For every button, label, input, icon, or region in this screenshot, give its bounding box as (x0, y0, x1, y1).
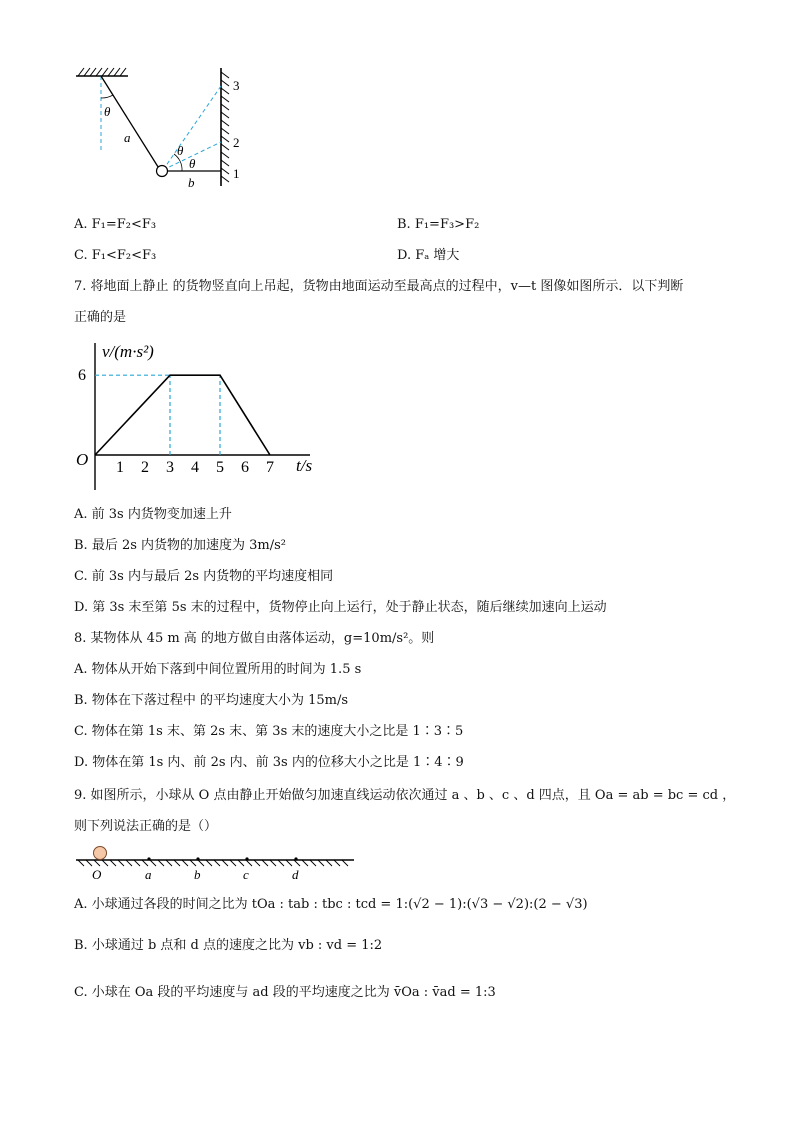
track-label-c: c (243, 867, 249, 882)
x-tick-label-5: 5 (216, 459, 224, 476)
q8-option-b: B. 物体在下落过程中 的平均速度大小为 15m/s (74, 693, 349, 708)
q6-option-d: D. Fₐ 增大 (397, 248, 460, 263)
y-axis-label: v/(m·s²) (102, 342, 154, 361)
track-label-b: b (194, 867, 201, 882)
ball (94, 847, 107, 860)
wall-point-3: 3 (233, 78, 240, 93)
q8-option-c: C. 物体在第 1s 末、第 2s 末、第 3s 末的速度大小之比是 1∶3∶5 (74, 724, 464, 739)
track-figure (72, 843, 362, 883)
vt-chart (70, 335, 330, 495)
theta-label-1: θ (177, 143, 184, 158)
q7-option-d: D. 第 3s 末至第 5s 末的过程中，货物停止向上运行，处于静止状态，随后继续加速向上运动 (74, 600, 607, 615)
x-tick-label-1: 1 (116, 459, 124, 476)
q9-stem-line1: 9. 如图所示，小球从 O 点由静止开始做匀加速直线运动依次通过 a 、b 、c 、d 四点，且 Oa = ab = bc = cd ， (74, 788, 736, 803)
theta-label-2: θ (189, 156, 196, 171)
q8-option-d: D. 物体在第 1s 内、前 2s 内、前 3s 内的位移大小之比是 1∶4∶9 (74, 755, 464, 770)
theta-label-top: θ (104, 104, 111, 119)
origin-label: O (76, 450, 89, 469)
track-label-a: a (145, 867, 152, 882)
y-tick-label-6: 6 (78, 367, 86, 385)
x-tick-label-2: 2 (141, 459, 149, 476)
x-tick-label-7: 7 (266, 459, 274, 476)
q7-option-c: C. 前 3s 内与最后 2s 内货物的平均速度相同 (74, 569, 334, 584)
rope-a-label: a (124, 130, 131, 145)
q7-option-a: A. 前 3s 内货物变加速上升 (74, 507, 232, 522)
q9-option-c: C. 小球在 Oa 段的平均速度与 ad 段的平均速度之比为 v̄Oa : v̄ad = 1:3 (74, 985, 496, 1000)
q7-stem-line2: 正确的是 (74, 310, 127, 325)
wall-point-1: 1 (233, 166, 240, 181)
q9-option-a: A. 小球通过各段的时间之比为 tOa : tab : tbc : tcd = 1:(√2 − 1):(√3 − √2):(2 − √3) (74, 897, 588, 912)
q6-option-a: A. F₁=F₂<F₃ (74, 217, 157, 232)
wall-point-2: 2 (233, 135, 240, 150)
q7-stem-line1: 7. 将地面上静止 的货物竖直向上吊起，货物由地面运动至最高点的过程中，v—t 图像如图所示．以下判断 (74, 279, 684, 294)
q9-option-b: B. 小球通过 b 点和 d 点的速度之比为 vb : vd = 1:2 (74, 938, 383, 953)
x-tick-label-3: 3 (166, 459, 174, 476)
q8-option-a: A. 物体从开始下落到中间位置所用的时间为 1.5 s (74, 662, 362, 677)
force-diagram-figure (70, 62, 260, 192)
q9-stem-line2: 则下列说法正确的是（） (74, 819, 218, 834)
q7-option-b: B. 最后 2s 内货物的加速度为 3m/s² (74, 538, 287, 553)
velocity-series-line (95, 375, 270, 455)
q6-option-c: C. F₁<F₂<F₃ (74, 248, 157, 263)
rope-b-label: b (188, 175, 195, 190)
track-label-d: d (292, 867, 299, 882)
x-axis-label: t/s (296, 456, 313, 475)
x-tick-label-6: 6 (241, 459, 249, 476)
q8-stem: 8. 某物体从 45 m 高 的地方做自由落体运动，g=10m/s²。则 (74, 631, 435, 646)
q6-option-b: B. F₁=F₃>F₂ (397, 217, 480, 232)
track-label-O: O (92, 867, 102, 882)
x-tick-label-4: 4 (191, 459, 199, 476)
